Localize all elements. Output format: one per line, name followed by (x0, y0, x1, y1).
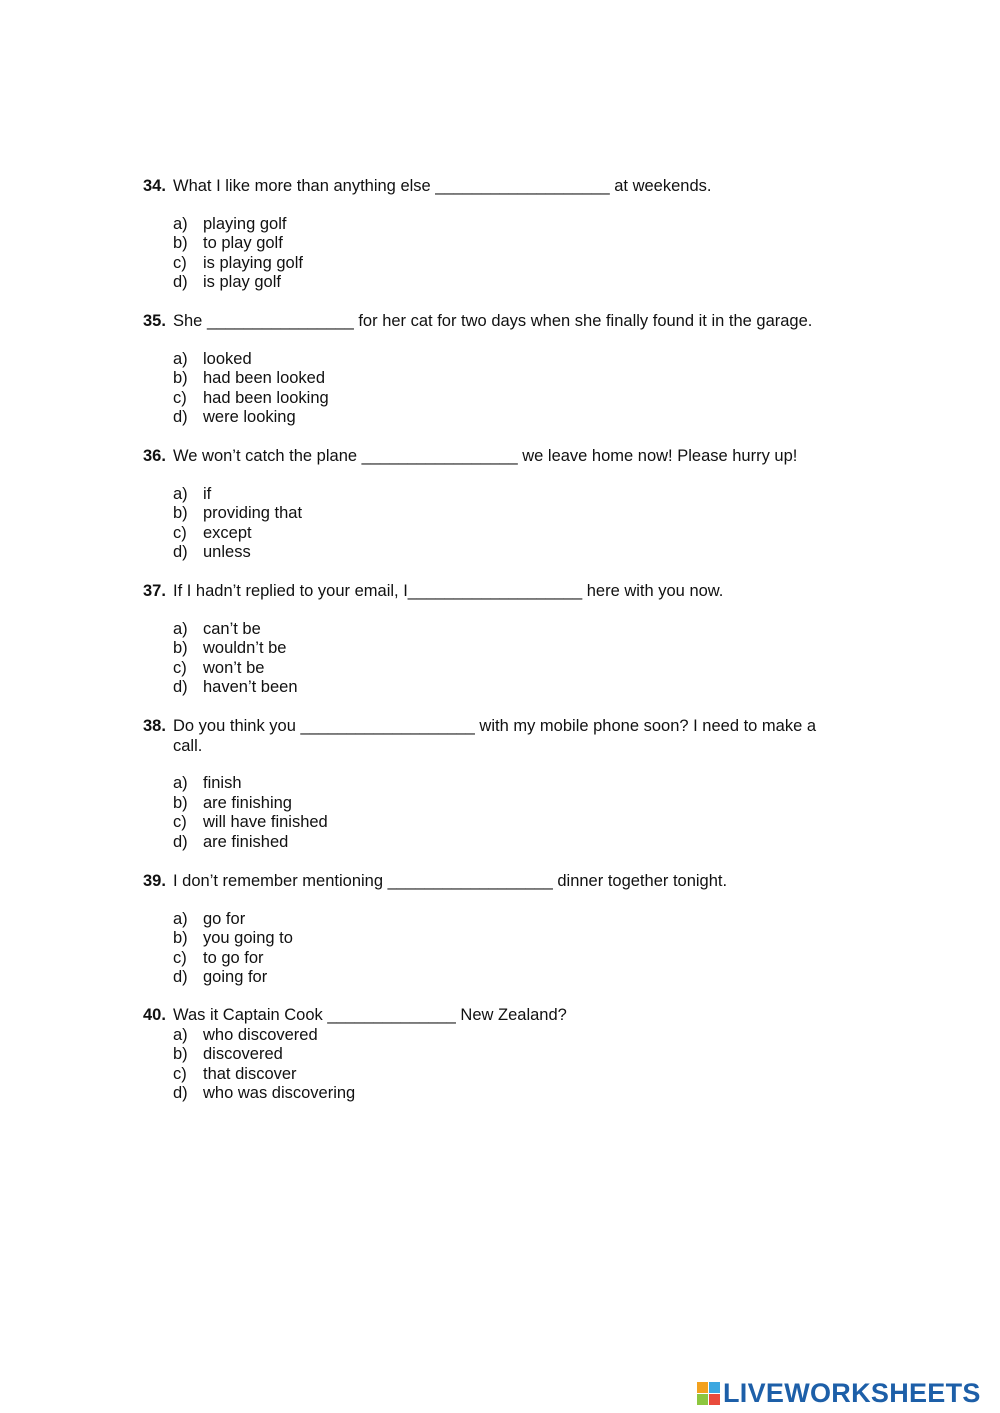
option-text: you going to (203, 929, 293, 947)
question-number: 39. (143, 872, 166, 890)
option-b[interactable] (143, 639, 843, 659)
option-d[interactable] (143, 408, 843, 428)
option-c[interactable] (143, 254, 843, 274)
option-b[interactable] (143, 369, 843, 389)
question-38 (143, 717, 843, 852)
option-text: looked (203, 349, 252, 368)
question-number: 34. (143, 177, 166, 195)
option-a[interactable] (143, 485, 843, 505)
option-letter: c) (173, 253, 187, 272)
question-stem (143, 177, 843, 197)
option-c[interactable] (143, 813, 843, 833)
option-letter: b) (173, 793, 188, 812)
option-letter: a) (173, 214, 188, 233)
option-b[interactable] (143, 929, 843, 949)
option-letter: b) (173, 929, 188, 947)
option-list (143, 910, 843, 988)
question-text: She ________________ for her cat for two days when she finally found it in the garage. (173, 312, 813, 330)
option-list (143, 1026, 843, 1104)
option-a[interactable] (143, 215, 843, 235)
option-c[interactable] (143, 524, 843, 544)
option-text: go for (203, 909, 246, 928)
option-letter: c) (173, 388, 187, 407)
option-text: are finishing (203, 793, 292, 812)
question-number: 36. (143, 447, 166, 465)
option-list (143, 620, 843, 698)
option-text: going for (203, 968, 268, 986)
option-list (143, 215, 843, 293)
option-text: discovered (203, 1045, 283, 1063)
option-a[interactable] (143, 1026, 843, 1046)
option-text: had been looked (203, 369, 326, 387)
option-text: won’t be (203, 658, 265, 677)
option-text: were looking (203, 408, 296, 426)
question-number: 37. (143, 582, 166, 600)
question-stem (143, 447, 843, 467)
option-c[interactable] (143, 389, 843, 409)
option-letter: d) (173, 273, 188, 291)
option-a[interactable] (143, 774, 843, 794)
option-d[interactable] (143, 833, 843, 853)
option-b[interactable] (143, 794, 843, 814)
option-a[interactable] (143, 620, 843, 640)
option-letter: b) (173, 639, 188, 657)
option-letter: a) (173, 1025, 188, 1044)
option-text: who discovered (203, 1025, 318, 1044)
option-text: will have finished (203, 813, 328, 831)
option-c[interactable] (143, 659, 843, 679)
option-letter: c) (173, 523, 187, 542)
option-text: that discover (203, 1064, 297, 1083)
option-text: unless (203, 543, 251, 561)
question-37 (143, 582, 843, 698)
question-stem (143, 872, 843, 892)
option-text: to play golf (203, 234, 283, 252)
question-text: Do you think you ___________________ with my mobile phone soon? I need to make a call. (173, 717, 821, 755)
option-d[interactable] (143, 543, 843, 563)
option-list (143, 485, 843, 563)
logo-text: LIVEWORKSHEETS (723, 1378, 981, 1408)
option-letter: d) (173, 543, 188, 561)
question-text: Was it Captain Cook ______________ New Zealand? (173, 1006, 567, 1024)
question-text: If I hadn’t replied to your email, I___________________ here with you now. (173, 582, 724, 600)
option-text: had been looking (203, 388, 329, 407)
question-stem (143, 717, 843, 756)
option-letter: c) (173, 948, 187, 967)
option-list (143, 350, 843, 428)
option-letter: a) (173, 774, 188, 792)
option-d[interactable] (143, 678, 843, 698)
logo-mark-icon (697, 1382, 720, 1405)
option-a[interactable] (143, 910, 843, 930)
option-letter: c) (173, 658, 187, 677)
option-b[interactable] (143, 234, 843, 254)
question-number: 35. (143, 312, 166, 330)
option-letter: b) (173, 1045, 188, 1063)
question-text: We won’t catch the plane _________________ we leave home now! Please hurry up! (173, 447, 798, 465)
option-c[interactable] (143, 1065, 843, 1085)
option-letter: d) (173, 832, 188, 851)
question-number: 38. (143, 717, 166, 735)
question-text: What I like more than anything else ___________________ at weekends. (173, 177, 712, 195)
option-letter: a) (173, 619, 188, 638)
question-39 (143, 872, 843, 988)
option-text: is playing golf (203, 253, 303, 272)
option-text: are finished (203, 832, 289, 851)
question-35 (143, 312, 843, 428)
option-b[interactable] (143, 504, 843, 524)
option-letter: d) (173, 678, 188, 696)
option-text: can’t be (203, 619, 261, 638)
question-number: 40. (143, 1006, 166, 1024)
question-stem (143, 312, 843, 332)
option-text: wouldn’t be (203, 639, 287, 657)
option-text: playing golf (203, 214, 287, 233)
option-text: finish (203, 774, 242, 792)
option-letter: d) (173, 968, 188, 986)
option-text: to go for (203, 948, 264, 967)
option-letter: b) (173, 234, 188, 252)
option-letter: a) (173, 349, 188, 368)
option-b[interactable] (143, 1045, 843, 1065)
option-text: providing that (203, 504, 303, 522)
option-letter: c) (173, 813, 187, 831)
question-stem (143, 1006, 843, 1026)
question-stem (143, 582, 843, 602)
option-letter: b) (173, 504, 188, 522)
option-d[interactable] (143, 1084, 843, 1104)
option-letter: a) (173, 484, 188, 503)
option-list (143, 774, 843, 852)
option-text: who was discovering (203, 1084, 356, 1102)
option-text: except (203, 523, 252, 542)
option-letter: d) (173, 1084, 188, 1102)
option-d[interactable] (143, 968, 843, 988)
option-a[interactable] (143, 350, 843, 370)
option-text: haven’t been (203, 678, 298, 696)
option-letter: c) (173, 1064, 187, 1083)
option-c[interactable] (143, 949, 843, 969)
option-d[interactable] (143, 273, 843, 293)
option-text: if (203, 484, 212, 503)
question-40 (143, 1006, 843, 1104)
question-text: I don’t remember mentioning __________________ dinner together tonight. (173, 872, 728, 890)
question-36 (143, 447, 843, 563)
option-letter: a) (173, 909, 188, 928)
option-letter: b) (173, 369, 188, 387)
liveworksheets-logo[interactable] (697, 1380, 981, 1406)
option-letter: d) (173, 408, 188, 426)
option-text: is play golf (203, 273, 281, 291)
question-34 (143, 177, 843, 293)
